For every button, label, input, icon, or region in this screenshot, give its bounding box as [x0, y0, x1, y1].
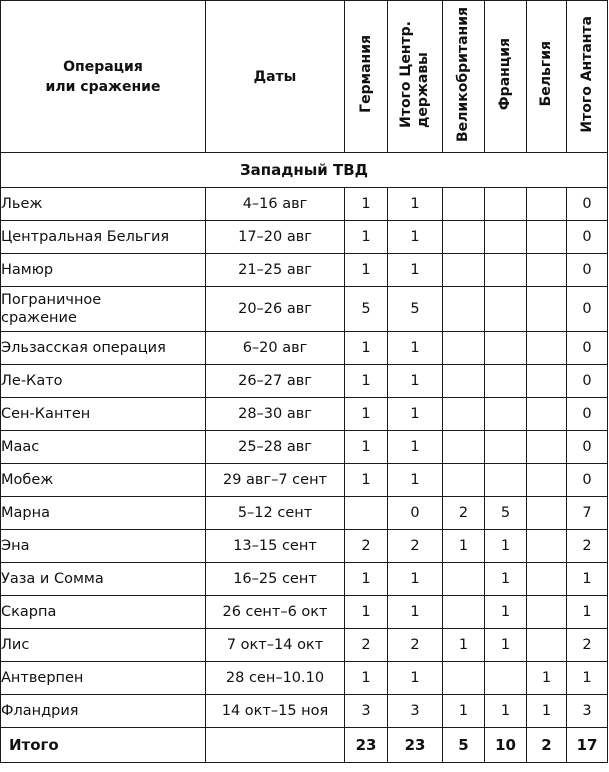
row-central-total: 5 [388, 287, 443, 332]
row-dates: 21–25 авг [206, 254, 345, 287]
row-entente-total: 0 [567, 365, 608, 398]
row-name: Маас [1, 431, 206, 464]
row-germany: 1 [345, 662, 388, 695]
row-name: Эна [1, 530, 206, 563]
header-britain: Великобритания [443, 1, 485, 153]
row-france: 1 [485, 530, 527, 563]
row-dates: 16–25 сент [206, 563, 345, 596]
row-entente-total: 0 [567, 464, 608, 497]
row-central-total: 1 [388, 596, 443, 629]
table-row [1, 332, 608, 365]
row-dates: 5–12 сент [206, 497, 345, 530]
row-entente-total: 0 [567, 332, 608, 365]
total-row [1, 728, 608, 763]
table-body [1, 188, 608, 728]
row-belgium [527, 530, 567, 563]
section-title: Западный ТВД [1, 153, 608, 188]
row-dates: 20–26 авг [206, 287, 345, 332]
row-france: 1 [485, 563, 527, 596]
row-germany: 1 [345, 365, 388, 398]
total-dates [206, 728, 345, 763]
total-germany: 23 [345, 728, 388, 763]
row-britain [443, 662, 485, 695]
row-central-total: 1 [388, 563, 443, 596]
row-france: 1 [485, 596, 527, 629]
row-entente-total: 1 [567, 596, 608, 629]
row-entente-total: 0 [567, 431, 608, 464]
row-central-total: 1 [388, 398, 443, 431]
row-belgium [527, 221, 567, 254]
row-france [485, 662, 527, 695]
row-name: Намюр [1, 254, 206, 287]
row-dates: 6–20 авг [206, 332, 345, 365]
row-france [485, 398, 527, 431]
row-belgium [527, 464, 567, 497]
row-belgium [527, 431, 567, 464]
table-row [1, 365, 608, 398]
row-name: Сен-Кантен [1, 398, 206, 431]
row-dates: 17–20 авг [206, 221, 345, 254]
row-belgium [527, 596, 567, 629]
row-belgium [527, 563, 567, 596]
table-row [1, 287, 608, 332]
row-central-total: 1 [388, 365, 443, 398]
table-row [1, 431, 608, 464]
row-france [485, 431, 527, 464]
row-france: 5 [485, 497, 527, 530]
row-belgium [527, 365, 567, 398]
row-name: Уаза и Сомма [1, 563, 206, 596]
total-central-total: 23 [388, 728, 443, 763]
row-central-total: 1 [388, 464, 443, 497]
total-britain: 5 [443, 728, 485, 763]
row-britain [443, 563, 485, 596]
row-entente-total: 0 [567, 254, 608, 287]
row-name: Фландрия [1, 695, 206, 728]
row-britain [443, 287, 485, 332]
row-germany: 2 [345, 530, 388, 563]
table-row [1, 188, 608, 221]
header-operation: Операция или сражение [1, 1, 206, 153]
row-britain: 1 [443, 629, 485, 662]
row-central-total: 1 [388, 662, 443, 695]
header-france: Франция [485, 1, 527, 153]
table-row [1, 695, 608, 728]
row-entente-total: 2 [567, 530, 608, 563]
row-france [485, 254, 527, 287]
row-dates: 26 сент–6 окт [206, 596, 345, 629]
row-entente-total: 1 [567, 662, 608, 695]
row-france: 1 [485, 695, 527, 728]
row-entente-total: 0 [567, 398, 608, 431]
total-label: Итого [1, 728, 206, 763]
header-germany: Германия [345, 1, 388, 153]
table-row [1, 629, 608, 662]
row-name: Мобеж [1, 464, 206, 497]
row-name: Скарпа [1, 596, 206, 629]
row-central-total: 2 [388, 530, 443, 563]
row-dates: 28–30 авг [206, 398, 345, 431]
row-germany: 1 [345, 254, 388, 287]
row-belgium [527, 497, 567, 530]
row-britain [443, 254, 485, 287]
row-dates: 25–28 авг [206, 431, 345, 464]
row-france [485, 464, 527, 497]
row-dates: 14 окт–15 ноя [206, 695, 345, 728]
total-belgium: 2 [527, 728, 567, 763]
row-belgium [527, 254, 567, 287]
row-britain: 2 [443, 497, 485, 530]
row-germany: 1 [345, 188, 388, 221]
row-dates: 26–27 авг [206, 365, 345, 398]
row-central-total: 1 [388, 431, 443, 464]
row-name: Льеж [1, 188, 206, 221]
table-row [1, 221, 608, 254]
row-germany [345, 497, 388, 530]
section-row [1, 153, 608, 188]
row-germany: 2 [345, 629, 388, 662]
row-name: Центральная Бельгия [1, 221, 206, 254]
row-name: Ле-Като [1, 365, 206, 398]
row-germany: 1 [345, 332, 388, 365]
row-france [485, 332, 527, 365]
header-central-total: Итого Центр. державы [388, 1, 443, 153]
row-entente-total: 7 [567, 497, 608, 530]
row-central-total: 0 [388, 497, 443, 530]
row-central-total: 1 [388, 221, 443, 254]
row-entente-total: 1 [567, 563, 608, 596]
row-france [485, 221, 527, 254]
row-central-total: 1 [388, 332, 443, 365]
row-belgium [527, 332, 567, 365]
row-dates: 28 сен–10.10 [206, 662, 345, 695]
row-central-total: 3 [388, 695, 443, 728]
table-row [1, 563, 608, 596]
row-britain: 1 [443, 530, 485, 563]
row-france: 1 [485, 629, 527, 662]
header-row [1, 1, 608, 153]
row-britain [443, 365, 485, 398]
table-row [1, 596, 608, 629]
row-central-total: 1 [388, 254, 443, 287]
row-entente-total: 3 [567, 695, 608, 728]
row-germany: 1 [345, 221, 388, 254]
row-germany: 1 [345, 398, 388, 431]
row-germany: 1 [345, 464, 388, 497]
row-dates: 7 окт–14 окт [206, 629, 345, 662]
row-name: Марна [1, 497, 206, 530]
row-dates: 29 авг–7 сент [206, 464, 345, 497]
row-belgium [527, 287, 567, 332]
header-dates: Даты [206, 1, 345, 153]
row-belgium [527, 629, 567, 662]
row-entente-total: 2 [567, 629, 608, 662]
header-belgium: Бельгия [527, 1, 567, 153]
row-britain [443, 221, 485, 254]
row-germany: 1 [345, 596, 388, 629]
row-name: Лис [1, 629, 206, 662]
row-britain [443, 431, 485, 464]
row-name: Эльзасская операция [1, 332, 206, 365]
row-belgium: 1 [527, 695, 567, 728]
row-britain [443, 332, 485, 365]
row-name: Антверпен [1, 662, 206, 695]
row-name: Пограничное сражение [1, 287, 206, 332]
row-germany: 1 [345, 431, 388, 464]
total-france: 10 [485, 728, 527, 763]
row-entente-total: 0 [567, 287, 608, 332]
row-entente-total: 0 [567, 188, 608, 221]
row-britain [443, 464, 485, 497]
table-row [1, 530, 608, 563]
row-france [485, 287, 527, 332]
table-row [1, 464, 608, 497]
row-britain: 1 [443, 695, 485, 728]
row-france [485, 188, 527, 221]
row-france [485, 365, 527, 398]
row-germany: 5 [345, 287, 388, 332]
row-dates: 4–16 авг [206, 188, 345, 221]
table-row [1, 254, 608, 287]
row-britain [443, 596, 485, 629]
table-row [1, 398, 608, 431]
table-row [1, 662, 608, 695]
row-germany: 1 [345, 563, 388, 596]
row-britain [443, 188, 485, 221]
table-row [1, 497, 608, 530]
row-belgium [527, 398, 567, 431]
row-central-total: 1 [388, 188, 443, 221]
row-central-total: 2 [388, 629, 443, 662]
row-germany: 3 [345, 695, 388, 728]
total-entente-total: 17 [567, 728, 608, 763]
row-dates: 13–15 сент [206, 530, 345, 563]
row-britain [443, 398, 485, 431]
row-belgium: 1 [527, 662, 567, 695]
header-entente-total: Итого Антанта [567, 1, 608, 153]
row-entente-total: 0 [567, 221, 608, 254]
row-belgium [527, 188, 567, 221]
